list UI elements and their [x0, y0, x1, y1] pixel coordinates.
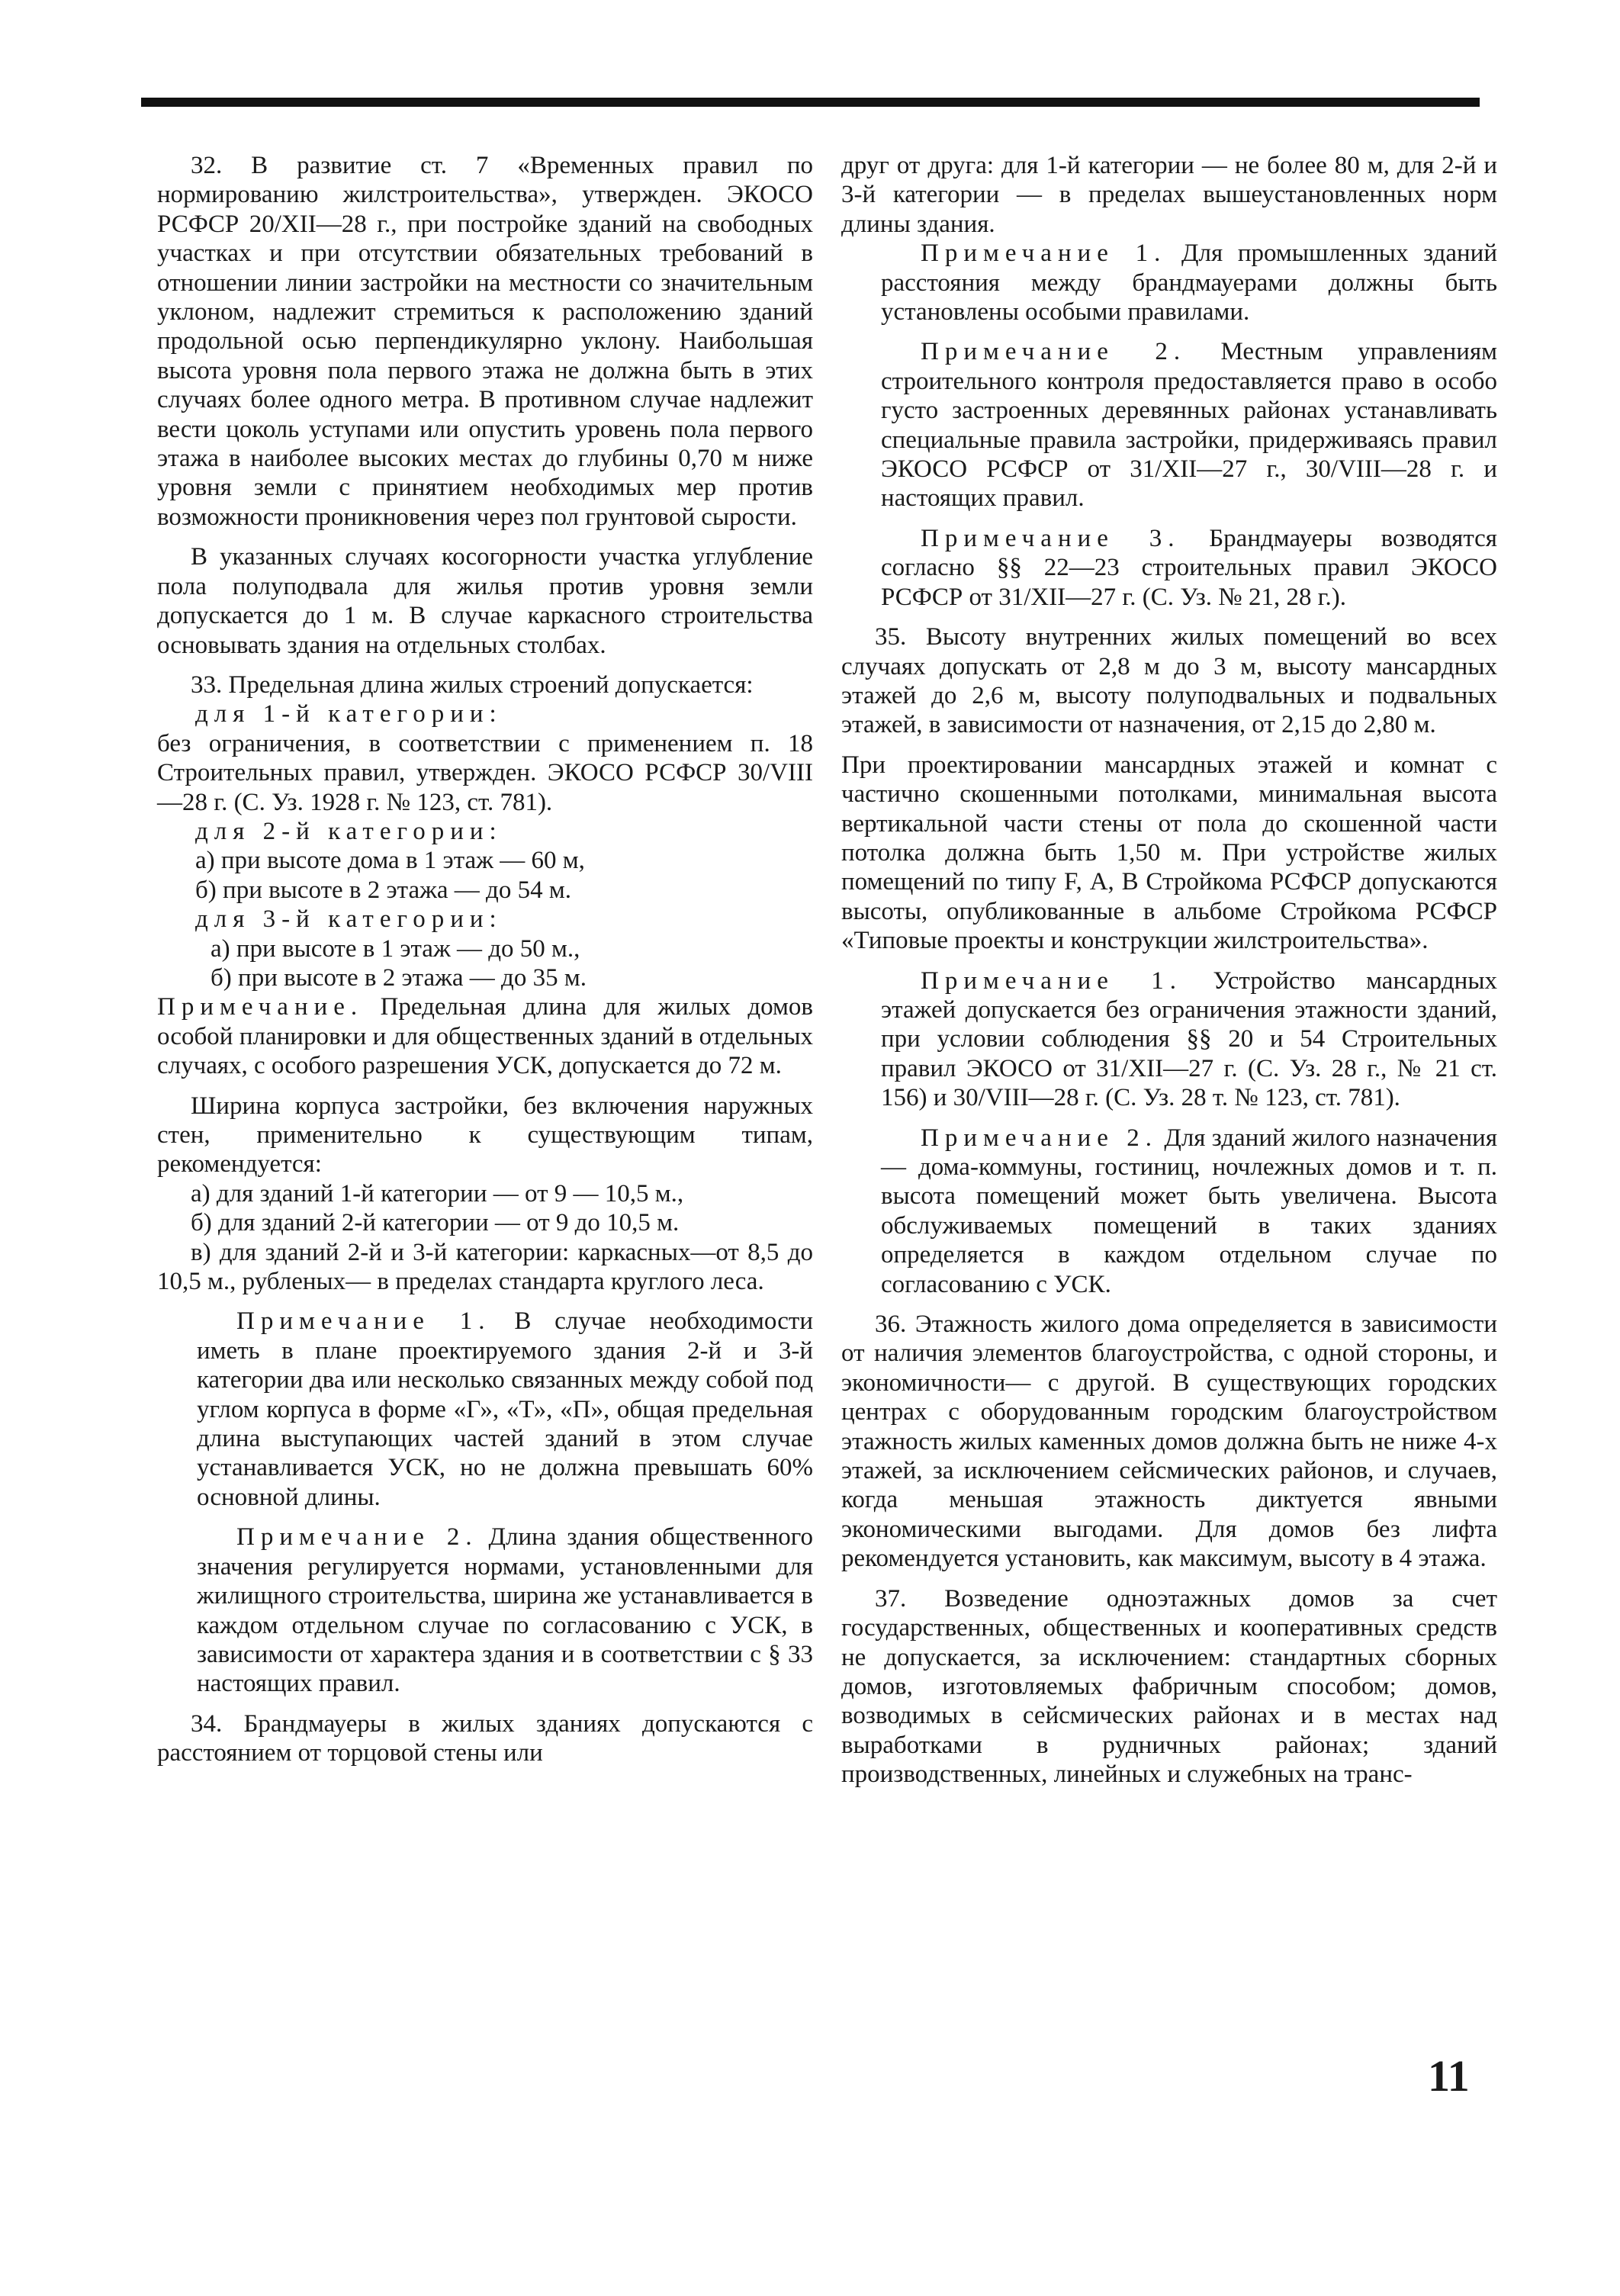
note-5-right [841, 1124, 1497, 1299]
note-2-left-label: Примечание 2. [236, 1523, 478, 1552]
note-2-right-label: Примечание 2. [921, 338, 1187, 366]
paragraph-33: 33. Предельная длина жилых строений допускается: [191, 670, 754, 699]
note-length-label: Примечание. [157, 993, 364, 1021]
note-length [157, 992, 813, 1080]
note-4-right-text: Устройство мансардных этажей допускается без ограничения этажности зданий, при условии соблюдения §§ 20 и 54 Строительных правил ЭКОСО от 31/XII—27 г. (С. Уз. 28 г., № 21 ст. 156) и 30/VIII—28 г. (С. Уз. 28 т. № 123, ст. 781). [881, 966, 1497, 1112]
note-3-right [841, 524, 1497, 612]
category-1-text: без ограничения, в соответствии с применением п. 18 Строительных правил, утвержден. ЭКОСО РСФСР 30/VIII—28 г. (С. Уз. 1928 г. № 123, ст. 781). [157, 729, 813, 816]
note-2-right [841, 337, 1497, 513]
category-2-label: для 2-й категории: [195, 817, 503, 845]
page-number: 11 [1428, 2051, 1470, 2101]
paragraph-32-continued: В указанных случаях косогорности участка углубление пола полуподвала для жилья против уровня земли допускается до 1 м. В случае каркасного строительства основывать здания на отдельных столбах. [157, 543, 813, 659]
paragraph-35: 35. Высоту внутренних жилых помещений во всех случаях допускать от 2,8 м до 3 м, высоту мансардных этажей до 2,6 м, высоту полуподвальных и подвальных этажей, в зависимости от назначения, от 2,15 до 2,80 м. [841, 623, 1497, 739]
note-2-left [157, 1523, 813, 1698]
category-1-label: для 1-й категории: [195, 700, 503, 728]
note-3-right-text: Брандмауеры возводятся согласно §§ 22—23 строительных правил ЭКОСО РСФСР от 31/XII—27 г. (С. Уз. № 21, 28 г.). [881, 524, 1497, 611]
paragraph-34: 34. Брандмауеры в жилых зданиях допускаются с расстоянием от торцовой стены или [157, 1709, 813, 1767]
note-1-right [841, 239, 1497, 326]
note-1-left-text: В случае необходимости иметь в плане проектируемого здания 2-й и 3-й категории два или несколько связанных между собой под углом корпуса в форме «Г», «Т», «П», общая предельная длина выступающих частей зданий в этом случае устанавливается УСК, но не должна превышать 60% основной длины. [197, 1307, 813, 1511]
width-intro: Ширина корпуса застройки, без включения наружных стен, применительно к существующим типам, рекомендуется: [157, 1092, 813, 1179]
paragraph-37: 37. Возведение одноэтажных домов за счет государственных, общественных и кооперативных средств не допускается, за исключением: стандартных сборных домов, изготовляемых фабричным способом; домов, возводимых в сейсмических районах и в местах над выработками в рудничных районах; зданий производственных, линейных и служебных на транс- [841, 1584, 1497, 1789]
category-3-item-b: б) при высоте в 2 этажа — до 35 м. [211, 963, 587, 992]
paragraph-32: 32. В развитие ст. 7 «Временных правил по нормированию жилстроительства», утвержден. ЭКОСО РСФСР 20/XII—28 г., при постройке зданий на свободных участках и при отсутствии обязательных требований в отношении линии застройки на местности со значительным уклоном, надлежит стремиться к расположению зданий продольной осью перпендикулярно уклону. Наибольшая высота уровня пола первого этажа не должна быть в этих случаях более одного метра. В противном случае надлежит вести цоколь уступами или опустить уровень пола первого этажа в наиболее высоких местах до глубины 0,70 м ниже уровня земли с принятием необходимых мер против возможности проникновения через пол грунтовой сырости. [157, 152, 813, 531]
note-5-right-label: Примечание 2. [921, 1124, 1158, 1152]
left-column [157, 151, 813, 1768]
category-3-label: для 3-й категории: [195, 905, 503, 934]
note-4-right [841, 966, 1497, 1113]
note-1-right-label: Примечание 1. [921, 240, 1167, 268]
category-2-item-b: б) при высоте в 2 этажа — до 54 м. [195, 876, 571, 904]
category-3-item-a: а) при высоте в 1 этаж — до 50 м., [211, 934, 580, 963]
paragraph-35-continued: При проектировании мансардных этажей и комнат с частично скошенными потолками, минимальная высота вертикальной части стены от пола до скошенной части потолка должна быть 1,50 м. При устройстве жилых помещений по типу F, А, В Стройкома РСФСР допускаются высоты, опубликованные в альбоме Стройкома РСФСР «Типовые проекты и конструкции жилстроительства». [841, 751, 1497, 955]
category-2-item-a: а) при высоте дома в 1 этаж — 60 м, [195, 847, 585, 875]
right-column [841, 151, 1497, 1790]
note-5-right-text: Для зданий жилого назначения — дома-коммуны, гостиниц, ночлежных домов и т. п. высота помещений может быть увеличена. Высота обслуживаемых помещений в таких зданиях определяется в каждом отдельном случае по согласованию с УСК. [881, 1124, 1497, 1298]
paragraph-36: 36. Этажность жилого дома определяется в зависимости от наличия элементов благоустройства, с одной стороны, и экономичности— с другой. В существующих городских центрах с оборудованным городским благоустройством этажность жилых каменных домов должна быть не ниже 4-х этажей, за исключением сейсмических районов, и случаев, когда меньшая этажность диктуется явными экономическими выгодами. Для домов без лифта рекомендуется установить, как максимум, высоту в 4 этажа. [841, 1310, 1497, 1573]
note-1-left [157, 1307, 813, 1512]
paragraph-34-continued: друг от друга: для 1-й категории — не более 80 м, для 2-й и 3-й категории — в пределах вышеустановленных норм длины здания. [841, 152, 1497, 238]
note-2-right-text: Местным управлениям строительного контроля предоставляется право в особо густо застроенных деревянных районах устанавливать специальные правила застройки, придерживаясь правил ЭКОСО РСФСР от 31/XII—27 г., 30/VIII—28 г. и настоящих правил. [881, 338, 1497, 513]
width-item-a: а) для зданий 1-й категории — от 9 — 10,5 м., [191, 1179, 684, 1207]
top-rule [141, 98, 1480, 107]
note-3-right-label: Примечание 3. [921, 524, 1181, 552]
note-1-left-label: Примечание 1. [236, 1307, 491, 1336]
note-4-right-label: Примечание 1. [921, 966, 1182, 995]
note-2-left-text: Длина здания общественного значения регулируется нормами, установленными для жилищного строительства, ширина же устанавливается в каждом отдельном случае по согласованию с УСК, в зависимости от характера здания и в соответствии с § 33 настоящих правил. [197, 1523, 813, 1698]
width-item-b: б) для зданий 2-й категории — от 9 до 10,5 м. [191, 1209, 680, 1237]
width-item-c: в) для зданий 2-й и 3-й категории: каркасных—от 8,5 до 10,5 м., рубленых— в пределах стандарта круглого леса. [157, 1238, 813, 1296]
note-1-right-text: Для промышленных зданий расстояния между брандмауерами должны быть установлены особыми правилами. [881, 240, 1498, 326]
note-length-text: Предельная длина для жилых домов особой планировки и для общественных зданий в отдельных случаях, с особого разрешения УСК, допускается до 72 м. [157, 993, 813, 1080]
